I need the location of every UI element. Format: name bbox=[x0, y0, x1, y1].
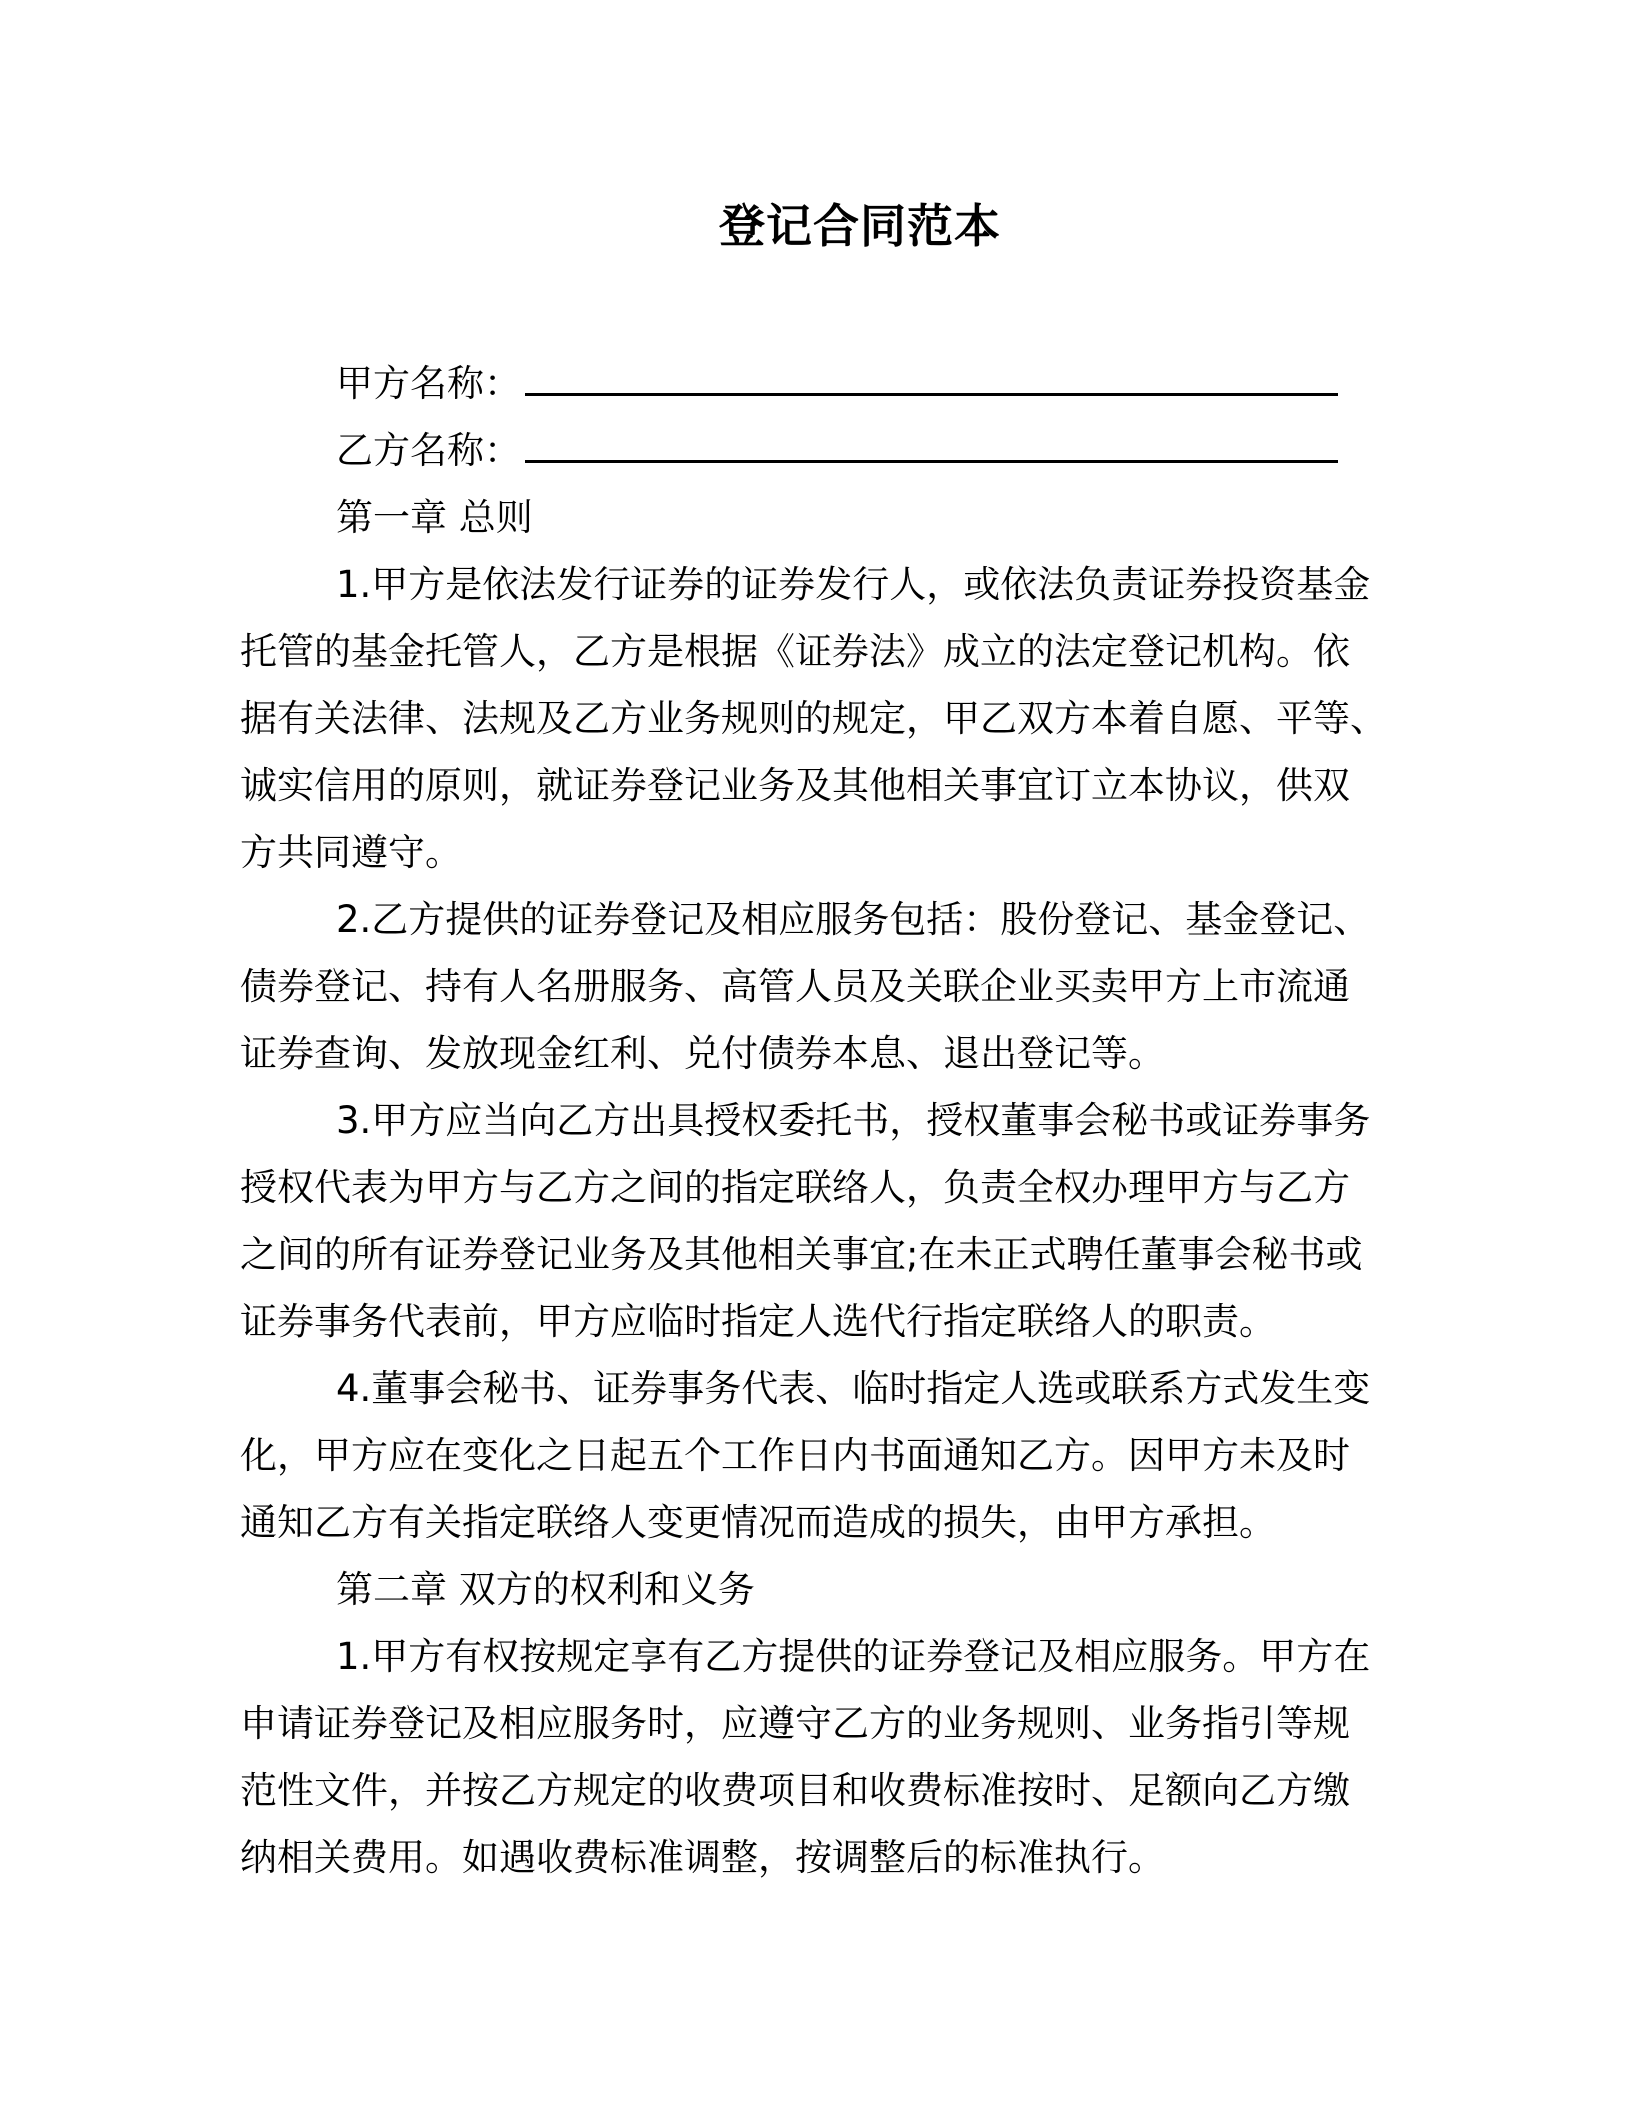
text-line: 4.董事会秘书、证券事务代表、临时指定人选或联系方式发生变 bbox=[336, 1367, 1371, 1410]
text-line: 诚实信用的原则，就证券登记业务及其他相关事宜订立本协议，供双 bbox=[240, 764, 1350, 807]
party-a-blank-line bbox=[525, 365, 1338, 396]
party-b-blank-line bbox=[525, 432, 1338, 463]
party-b-field bbox=[240, 417, 1388, 484]
text-line: 1.甲方有权按规定享有乙方提供的证券登记及相应服务。甲方在 bbox=[336, 1635, 1371, 1678]
text-line: 化，甲方应在变化之日起五个工作日内书面通知乙方。因甲方未及时 bbox=[240, 1434, 1350, 1477]
document-title: 登记合同范本 bbox=[719, 199, 1001, 253]
text-line: 证券查询、发放现金红利、兑付债券本息、退出登记等。 bbox=[240, 1032, 1165, 1075]
text-line: 2.乙方提供的证券登记及相应服务包括：股份登记、基金登记、 bbox=[336, 898, 1371, 941]
contract-text-lines bbox=[240, 484, 1388, 1891]
text-line: 证券事务代表前，甲方应临时指定人选代行指定联络人的职责。 bbox=[240, 1300, 1276, 1343]
party-a-field bbox=[240, 350, 1388, 417]
text-line: 范性文件，并按乙方规定的收费项目和收费标准按时、足额向乙方缴 bbox=[240, 1769, 1350, 1812]
text-line: 纳相关费用。如遇收费标准调整，按调整后的标准执行。 bbox=[240, 1836, 1165, 1879]
text-line: 债券登记、持有人名册服务、高管人员及关联企业买卖甲方上市流通 bbox=[240, 965, 1350, 1008]
text-line: 通知乙方有关指定联络人变更情况而造成的损失，由甲方承担。 bbox=[240, 1501, 1276, 1544]
text-line: 1.甲方是依法发行证券的证券发行人，或依法负责证券投资基金 bbox=[336, 563, 1371, 606]
text-line: 方共同遵守。 bbox=[240, 831, 462, 874]
text-line: 之间的所有证券登记业务及其他相关事宜;在未正式聘任董事会秘书或 bbox=[240, 1233, 1363, 1276]
text-line: 申请证券登记及相应服务时，应遵守乙方的业务规则、业务指引等规 bbox=[240, 1702, 1350, 1745]
text-line: 授权代表为甲方与乙方之间的指定联络人，负责全权办理甲方与乙方 bbox=[240, 1166, 1350, 1209]
text-line: 第一章 总则 bbox=[336, 496, 533, 539]
party-a-label: 甲方名称： bbox=[336, 362, 521, 405]
party-b-label: 乙方名称： bbox=[336, 429, 521, 472]
text-line: 第二章 双方的权利和义务 bbox=[336, 1568, 755, 1611]
text-line: 3.甲方应当向乙方出具授权委托书，授权董事会秘书或证券事务 bbox=[336, 1099, 1371, 1142]
document-body bbox=[240, 350, 1388, 1891]
text-line: 据有关法律、法规及乙方业务规则的规定，甲乙双方本着自愿、平等、 bbox=[240, 697, 1387, 740]
text-line: 托管的基金托管人，乙方是根据《证券法》成立的法定登记机构。依 bbox=[240, 630, 1350, 673]
